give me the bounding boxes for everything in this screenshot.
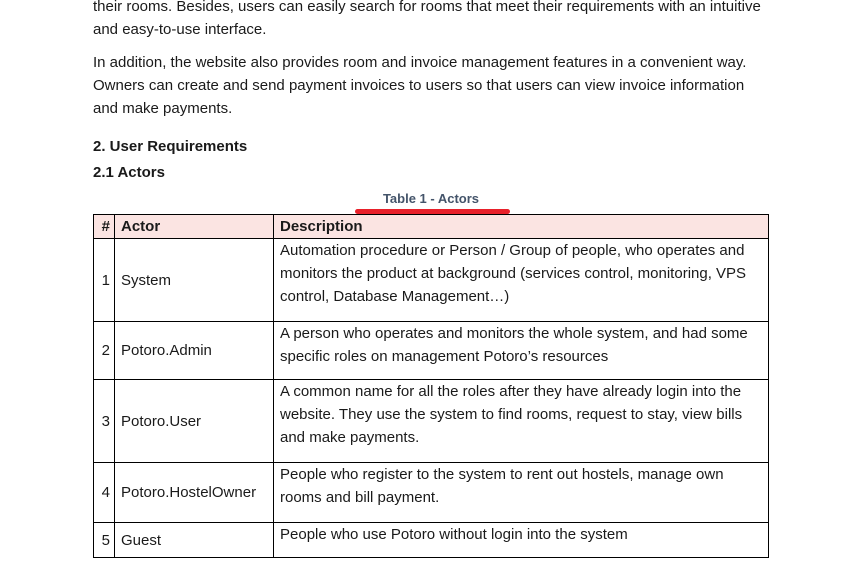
row-actor: Potoro.User <box>115 380 274 463</box>
row-num: 5 <box>94 523 115 558</box>
paragraph-features: In addition, the website also provides room and invoice management features in a convenient way. Owners can create and send payment invoices to users so that users can view invoice information and make payments. <box>93 54 747 117</box>
header-description: Description <box>274 215 769 239</box>
paragraph-intro: their rooms. Besides, users can easily search for rooms that meet their requirements with an intuitive and easy-to-use interface. <box>93 0 761 38</box>
section-heading: 2. User Requirements <box>93 138 248 155</box>
row-description: Automation procedure or Person / Group of people, who operates and monitors the product at background (services control, monitoring, VPS control, Database Management…) <box>274 239 769 322</box>
header-num: # <box>94 215 115 239</box>
table-header-row <box>94 215 769 239</box>
table-row <box>94 322 769 380</box>
header-actor: Actor <box>115 215 274 239</box>
actors-table <box>93 214 769 558</box>
row-description: People who use Potoro without login into the system <box>274 523 769 558</box>
row-description: A person who operates and monitors the whole system, and had some specific roles on management Potoro’s resources <box>274 322 769 380</box>
table-caption-wrap <box>93 183 769 207</box>
table-row <box>94 463 769 523</box>
row-actor: Potoro.HostelOwner <box>115 463 274 523</box>
row-description: People who register to the system to rent out hostels, manage own rooms and bill payment. <box>274 463 769 523</box>
row-num: 1 <box>94 239 115 322</box>
row-description: A common name for all the roles after they have already login into the website. They use the system to find rooms, request to stay, view bills and make payments. <box>274 380 769 463</box>
row-actor: Guest <box>115 523 274 558</box>
row-actor: Potoro.Admin <box>115 322 274 380</box>
row-actor: System <box>115 239 274 322</box>
row-num: 3 <box>94 380 115 463</box>
document-page <box>93 0 769 549</box>
subsection-heading: 2.1 Actors <box>93 164 165 181</box>
table-row <box>94 523 769 558</box>
table-row <box>94 239 769 322</box>
table-row <box>94 380 769 463</box>
table-caption: Table 1 - Actors <box>382 191 480 206</box>
row-num: 4 <box>94 463 115 523</box>
row-num: 2 <box>94 322 115 380</box>
